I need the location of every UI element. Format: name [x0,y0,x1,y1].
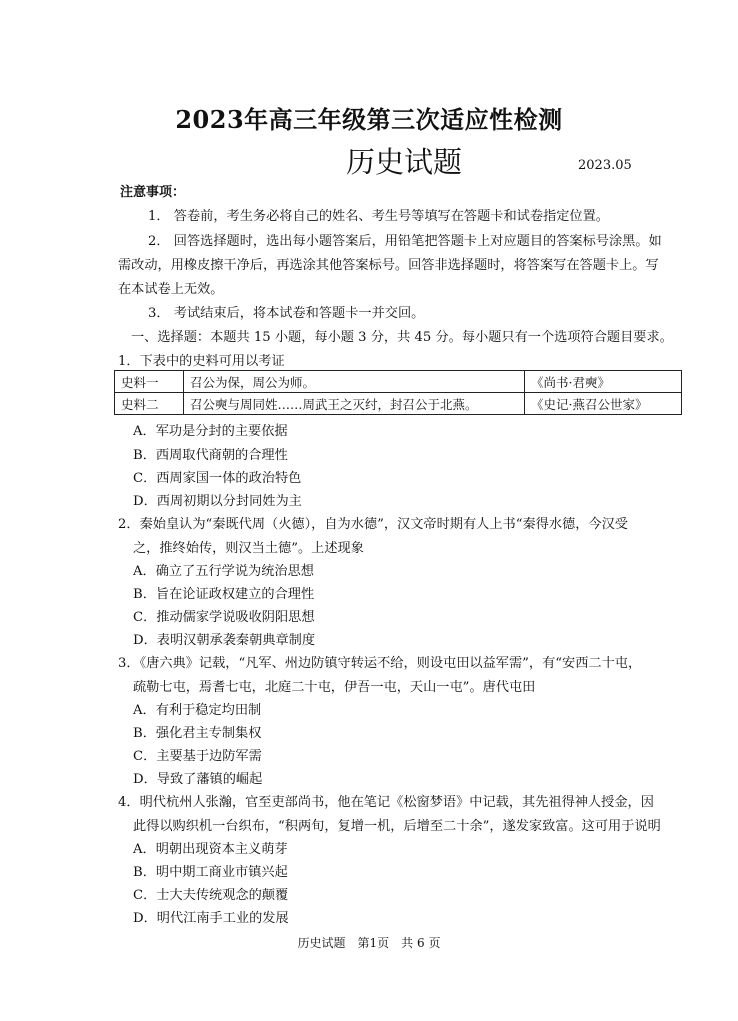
subject-title: 历史试题 [346,145,463,179]
notice-line: 需改动，用橡皮擦干净后，再选涂其他答案标号。回答非选择题时，将答案写在答题卡上。写 [118,258,659,273]
option: B．强化君主专制集权 [133,726,262,741]
question-3-stem: 3．《唐六典》记载，“凡军、州边防镇守转运不给，则设屯田以益军需”，有“安西二十屯， [118,656,642,671]
question-2-stem: 2．秦始皇认为“秦既代周（火德），自为水德”，汉文帝时期有人上书“秦得水德，今汉受 [118,517,628,532]
option: C．西周家国一体的政治特色 [133,471,302,486]
table-cell: 史料一 [115,371,184,393]
exam-title: 2023年高三年级第三次适应性检测 [175,105,563,134]
option: C．主要基于边防军需 [133,749,262,764]
section-heading: 一、选择题：本题共 15 小题，每小题 3 分，共 45 分。每小题只有一个选项符合题目要求。 [131,330,673,345]
table-cell: 史料二 [115,393,184,415]
option: D．表明汉朝承袭秦朝典章制度 [133,633,316,648]
option: C．推动儒家学说吸收阴阳思想 [133,610,315,625]
option: A．军功是分封的主要依据 [133,424,288,439]
question-3-stem: 疏勒七屯，焉耆七屯，北庭二十屯，伊吾一屯，天山一屯”。唐代屯田 [133,680,536,695]
notice-heading: 注意事项： [120,185,186,200]
question-1-stem: 1．下表中的史料可用以考证 [118,354,285,369]
notice-line: 1． 答卷前，考生务必将自己的姓名、考生号等填写在答题卡和试卷指定位置。 [148,209,609,224]
option: B．旨在论证政权建立的合理性 [133,587,315,602]
option: A．有利于稳定均田制 [133,703,262,718]
option: D．导致了藩镇的崛起 [133,772,263,787]
notice-line: 在本试卷上无效。 [118,282,224,297]
table-cell: 召公奭与周同姓……周武王之灭纣，封召公于北燕。 [184,393,525,415]
option: B．明中期工商业市镇兴起 [133,865,288,880]
option: C．士大夫传统观念的颠覆 [133,888,289,903]
exam-date: 2023.05 [578,158,632,173]
table-row [115,393,682,415]
question-4-stem: 4．明代杭州人张瀚，官至吏部尚书，他在笔记《松窗梦语》中记载，其先祖得神人授金，因 [118,795,654,810]
notice-line: 3． 考试结束后，将本试卷和答题卡一并交回。 [148,306,425,321]
table-cell: 《尚书·君奭》 [525,371,682,393]
table-cell: 召公为保，周公为师。 [184,371,525,393]
option: A．明朝出现资本主义萌芽 [133,842,288,857]
option: A．确立了五行学说为统治思想 [133,564,314,579]
option: B．西周取代商朝的合理性 [133,448,288,463]
table-cell: 《史记·燕召公世家》 [525,393,682,415]
source-table [114,370,682,415]
table-row [115,371,682,393]
question-2-stem: 之，推终始传，则汉当土德”。上述现象 [133,541,364,556]
page-footer: 历史试题 第1页 共 6 页 [297,936,441,950]
notice-line: 2． 回答选择题时，选出每小题答案后，用铅笔把答题卡上对应题目的答案标号涂黑。如 [148,234,662,249]
option: D．明代江南手工业的发展 [133,911,289,926]
question-4-stem: 此得以购织机一台织布，“积两旬，复增一机，后增至二十余”，遂发家致富。这可用于说明 [133,819,661,834]
option: D．西周初期以分封同姓为主 [133,494,302,509]
